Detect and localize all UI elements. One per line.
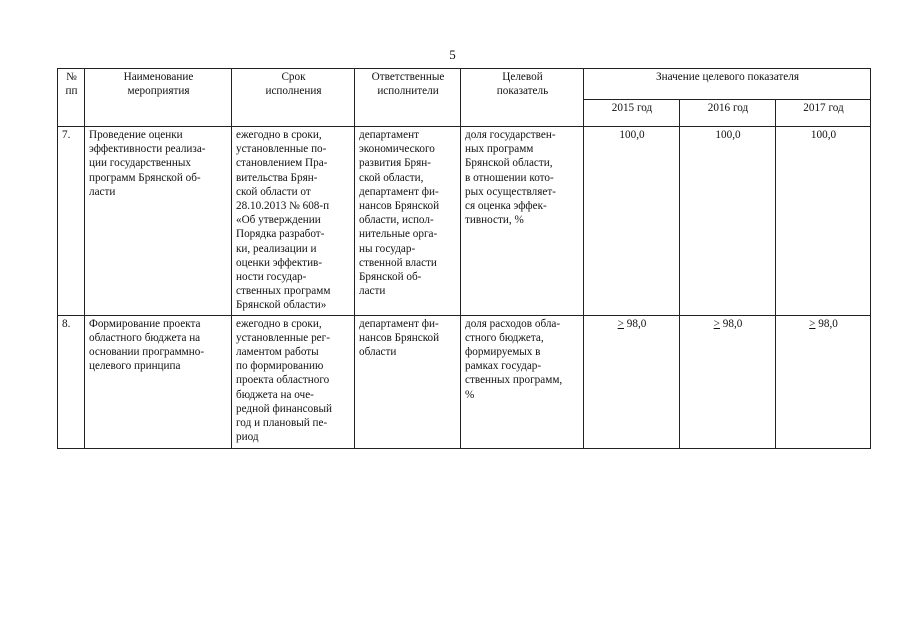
header-responsible: Ответственные исполнители <box>355 69 461 127</box>
header-value-group: Значение целевого показателя <box>584 69 871 100</box>
page-number: 5 <box>449 47 456 62</box>
header-num: № пп <box>58 69 85 127</box>
row-indicator: доля государствен- ных программ Брянской области, в отношении кото- рых осуществляет- ся оценка эффек- тивности, % <box>461 127 584 316</box>
table-row <box>58 315 871 448</box>
table-header-row <box>58 69 871 100</box>
header-deadline: Срок исполнения <box>232 69 355 127</box>
row-value-2016: > 98,0 <box>680 315 776 448</box>
row-num: 8. <box>58 315 85 448</box>
row-deadline: ежегодно в сроки, установленные рег- ламентом работы по формированию проекта областного бюджета на оче- редной финансовый год и плановый пе- риод <box>232 315 355 448</box>
row-indicator: доля расходов обла- стного бюджета, формируемых в рамках государ- ственных программ, % <box>461 315 584 448</box>
row-value-2017: > 98,0 <box>776 315 871 448</box>
row-responsible: департамент фи- нансов Брянской области <box>355 315 461 448</box>
row-value-2017: 100,0 <box>776 127 871 316</box>
header-year-2017: 2017 год <box>776 100 871 127</box>
row-deadline: ежегодно в сроки, установленные по- становлением Пра- вительства Брян- ской области от 28.10.2013 № 608-п «Об утверждении Порядка разработ- ки, реализации и оценки эффектив- ности государ- ственных программ Брянской области» <box>232 127 355 316</box>
table-row <box>58 127 871 316</box>
row-value-2016: 100,0 <box>680 127 776 316</box>
header-year-2016: 2016 год <box>680 100 776 127</box>
row-name: Проведение оценки эффективности реализа- ции государственных программ Брянской об- ласти <box>85 127 232 316</box>
header-year-2015: 2015 год <box>584 100 680 127</box>
measures-table <box>57 68 871 449</box>
row-name: Формирование проекта областного бюджета на основании программно- целевого принципа <box>85 315 232 448</box>
header-name: Наименование мероприятия <box>85 69 232 127</box>
header-indicator: Целевой показатель <box>461 69 584 127</box>
row-num: 7. <box>58 127 85 316</box>
row-value-2015: 100,0 <box>584 127 680 316</box>
row-responsible: департамент экономического развития Брян- ской области, департамент фи- нансов Брянской области, испол- нительные орга- ны государ- ственной власти Брянской об- ласти <box>355 127 461 316</box>
row-value-2015: > 98,0 <box>584 315 680 448</box>
